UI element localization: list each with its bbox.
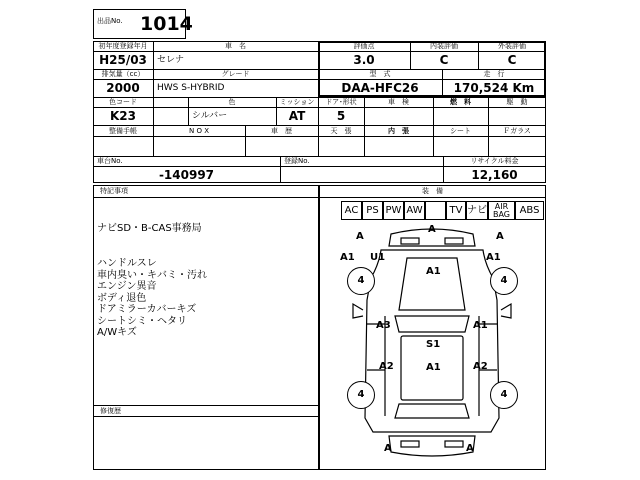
damage-rear-door-left: A2 [379,361,394,372]
damage-rear-left: A [384,443,392,454]
remarks-line: ハンドルスレ [97,258,157,269]
remarks-line: ボディ退色 [97,292,147,304]
displacement-label: 排気量（cc） [101,70,145,78]
registration-number-label: 登録No. [284,157,310,165]
grade-label: グレード [221,70,250,78]
damage-front-fender-left: A1 [340,252,355,263]
damage-front-top: A [428,224,436,235]
equipment-ac: AC [341,201,362,220]
remarks-line: シートシミ・ヘタリ [97,315,187,327]
interior-lining-label: 内 張 [388,127,409,135]
displacement-value: 2000 [106,81,140,95]
doors-label: ドア･形状 [325,98,357,106]
damage-hood: A1 [426,266,441,277]
tire-front-right: 4 [490,267,518,295]
nox-label: N O X [189,127,209,135]
interior-score-label: 内装評価 [430,42,458,50]
tire-front-left: 4 [347,267,375,295]
maintenance-log-label: 整備手帳 [109,127,137,135]
remarks-line: 車内臭い・キバミ・汚れ [97,269,207,281]
history-label: 車 歴 [271,127,292,135]
mission-label: ミッション [279,98,315,106]
color-value: シルバー [192,111,228,121]
damage-door-left: A3 [376,320,391,331]
sunroof-label: 天 張 [330,127,352,135]
score-label: 評価点 [353,42,375,50]
fuel-label: 燃 料 [450,98,471,106]
equipment-label: 装 備 [422,187,443,195]
chassis-number-value: -140997 [158,168,215,182]
grade-value: HWS S-HYBRID [157,83,225,93]
model-value: DAA-HFC26 [341,81,419,95]
exterior-score-label: 外装評価 [498,42,526,50]
tire-rear-left: 4 [347,381,375,409]
color-label: 色 [228,98,236,106]
car-name-value: セレナ [157,55,185,65]
equipment-pw: PW [383,201,404,220]
recycle-fee-value: 12,160 [471,168,518,182]
equipment-blank [425,201,446,220]
damage-front-right: A [496,231,504,242]
damage-front-fender-right: A1 [486,252,501,263]
equipment-abs: ABS [515,201,544,220]
interior-score-value: C [439,53,449,67]
equipment-ps: PS [362,201,383,220]
remarks-line: A/Wキズ [97,327,137,338]
mileage-value: 170,524 Km [453,81,535,95]
damage-roof: S1 [426,339,441,350]
mileage-label: 走 行 [483,70,505,78]
damage-front-left: A [356,231,364,242]
seat-label: シート [450,127,471,135]
damage-rear-door-right: A2 [473,361,488,372]
equipment-airbag [488,201,515,220]
score-value: 3.0 [353,53,375,67]
equipment-tv: TV [446,201,466,220]
drive-label: 駆 動 [506,98,528,106]
lot-number: 1014 [140,13,193,35]
car-name-label: 車 名 [225,42,246,50]
mission-value: AT [288,109,306,123]
model-label: 型 式 [369,70,391,78]
first-registration-label: 初年度登録年月 [98,42,148,50]
front-glass-label: Ｆガラス [503,127,531,135]
color-code-value: K23 [110,109,136,123]
remarks-line: ドアミラーカバーキズ [97,304,197,315]
equipment-airbag-label: AIR BAG [492,202,511,219]
remarks-line: エンジン異音 [97,281,157,292]
damage-rear-roof: A1 [426,362,441,373]
lot-number-label: 出品No. [97,17,123,25]
color-code-label: 色コード [109,98,137,106]
doors-value: 5 [336,109,346,123]
remarks-label: 特記事項 [100,187,128,195]
damage-rear-right: A [466,443,474,454]
recycle-fee-label: リサイクル料金 [470,157,519,165]
damage-door-right: A1 [473,320,488,331]
equipment-navi: ナビ [466,201,488,220]
inspection-label: 車 検 [388,98,409,106]
tire-rear-right: 4 [490,381,518,409]
repair-history-label: 修復歴 [100,407,121,415]
remarks-line-nav: ナビSD・B-CAS事務局 [97,223,202,234]
damage-u1: U1 [370,252,386,263]
chassis-number-label: 車台No. [97,157,123,165]
exterior-score-value: C [507,53,517,67]
first-registration-value: H25/03 [99,53,147,67]
equipment-aw: AW [404,201,425,220]
